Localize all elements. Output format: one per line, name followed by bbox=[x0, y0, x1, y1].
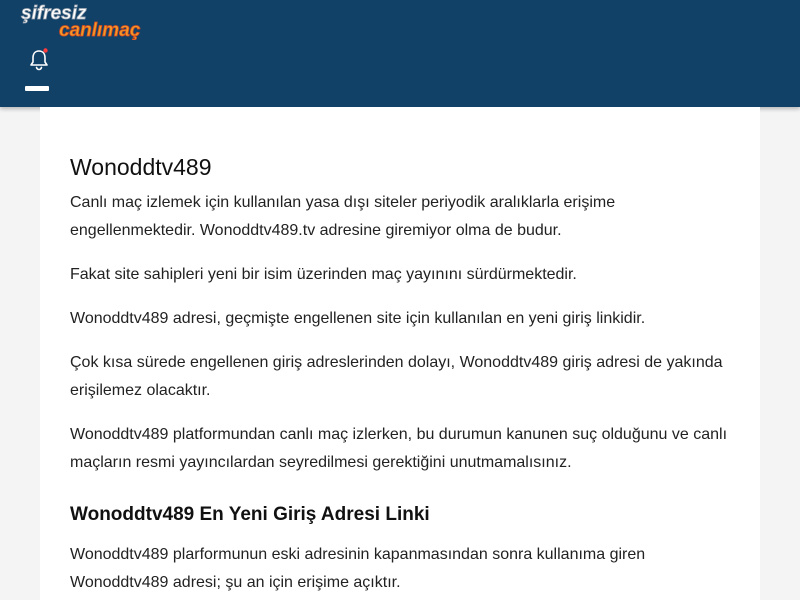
logo-text-bottom: canlımaç bbox=[59, 20, 141, 40]
section-paragraph: Wonoddtv489 plarformunun eski adresinin kapanmasından sonra kullanıma giren Wonoddtv489 adresi; şu an için erişime açıktır. bbox=[70, 546, 646, 591]
paragraph-2: Fakat site sahipleri yeni bir isim üzerinden maç yayınını sürdürmektedir. bbox=[70, 266, 577, 283]
site-logo[interactable] bbox=[20, 2, 166, 40]
logo-text-top: şifresiz bbox=[21, 3, 87, 24]
paragraph-1: Canlı maç izlemek için kullanılan yasa dışı siteler periyodik aralıklarla erişime engellenmektedir. Wonoddtv489.tv adresine giremiyor olma de budur. bbox=[70, 194, 616, 239]
paragraph-3: Wonoddtv489 adresi, geçmişte engellenen site için kullanılan en yeni giriş linkidir. bbox=[70, 310, 646, 327]
notification-dot bbox=[43, 48, 47, 52]
paragraph-5: Wonoddtv489 platformundan canlı maç izlerken, bu durumun kanunen suç olduğunu ve canlı maçların resmi yayıncılardan seyredilmesi gerektiğini unutmamalısınız. bbox=[70, 426, 728, 471]
site-header bbox=[0, 0, 800, 107]
section-heading: Wonoddtv489 En Yeni Giriş Adresi Linki bbox=[70, 504, 430, 525]
page-title: Wonoddtv489 bbox=[70, 154, 212, 180]
bell-icon[interactable] bbox=[28, 48, 50, 72]
article-content bbox=[40, 107, 760, 600]
menu-icon[interactable] bbox=[25, 86, 49, 91]
paragraph-4: Çok kısa sürede engellenen giriş adreslerinden dolayı, Wonoddtv489 giriş adresi de yakında erişilemez olacaktır. bbox=[70, 354, 723, 399]
